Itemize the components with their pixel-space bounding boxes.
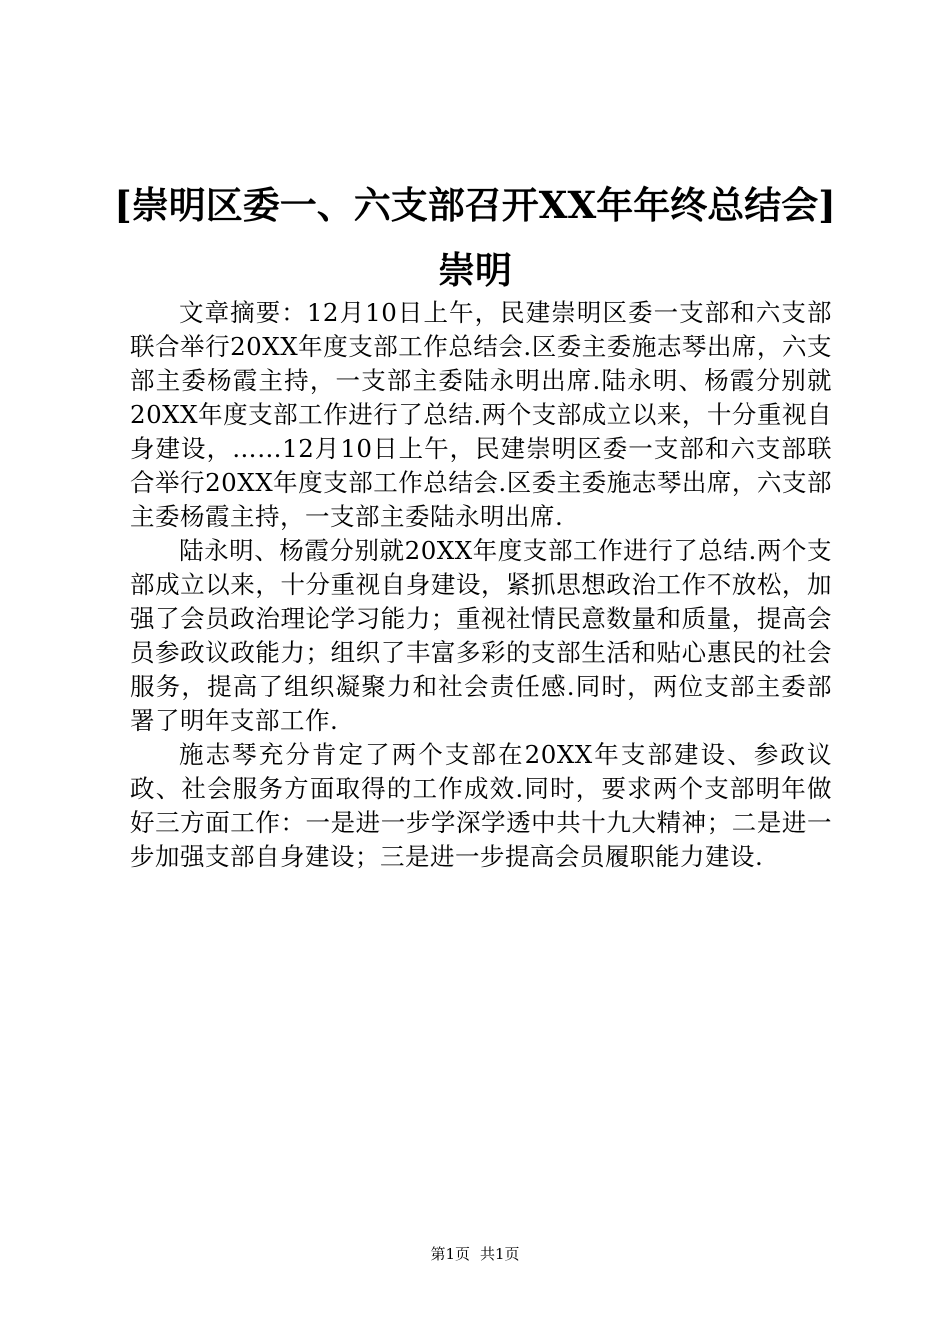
page-number: 第1页 (430, 1245, 470, 1263)
document-title-line-2: 崇明 (438, 248, 512, 292)
paragraph-requirements: 施志琴充分肯定了两个支部在20XX年支部建设、参政议政、社会服务方面取得的工作成效.同时，要求两个支部明年做好三方面工作：一是进一步学深学透中共十九大精神；二是进一步加强支部自身建设；三是进一步提高会员履职能力建设. (130, 740, 832, 871)
document-title-line-1: [崇明区委一、六支部召开XX年年终总结会] (114, 183, 836, 227)
page-total: 共1页 (480, 1245, 520, 1263)
paragraph-report: 陆永明、杨霞分别就20XX年度支部工作进行了总结.两个支部成立以来，十分重视自身建设，紧抓思想政治工作不放松，加强了会员政治理论学习能力；重视社情民意数量和质量，提高会员参政议政能力；组织了丰富多彩的支部生活和贴心惠民的社会服务，提高了组织凝聚力和社会责任感.同时，两位支部主委部署了明年支部工作. (130, 536, 832, 735)
paragraph-summary: 文章摘要：12月10日上午，民建崇明区委一支部和六支部联合举行20XX年度支部工作总结会.区委主委施志琴出席，六支部主委杨霞主持，一支部主委陆永明出席.陆永明、杨霞分别就20XX年度支部工作进行了总结.两个支部成立以来，十分重视自身建设，……12月10日上午，民建崇明区委一支部和六支部联合举行20XX年度支部工作总结会.区委主委施志琴出席，六支部主委杨霞主持，一支部主委陆永明出席. (130, 298, 832, 531)
page-footer (0, 1244, 950, 1264)
document-body (130, 296, 832, 874)
